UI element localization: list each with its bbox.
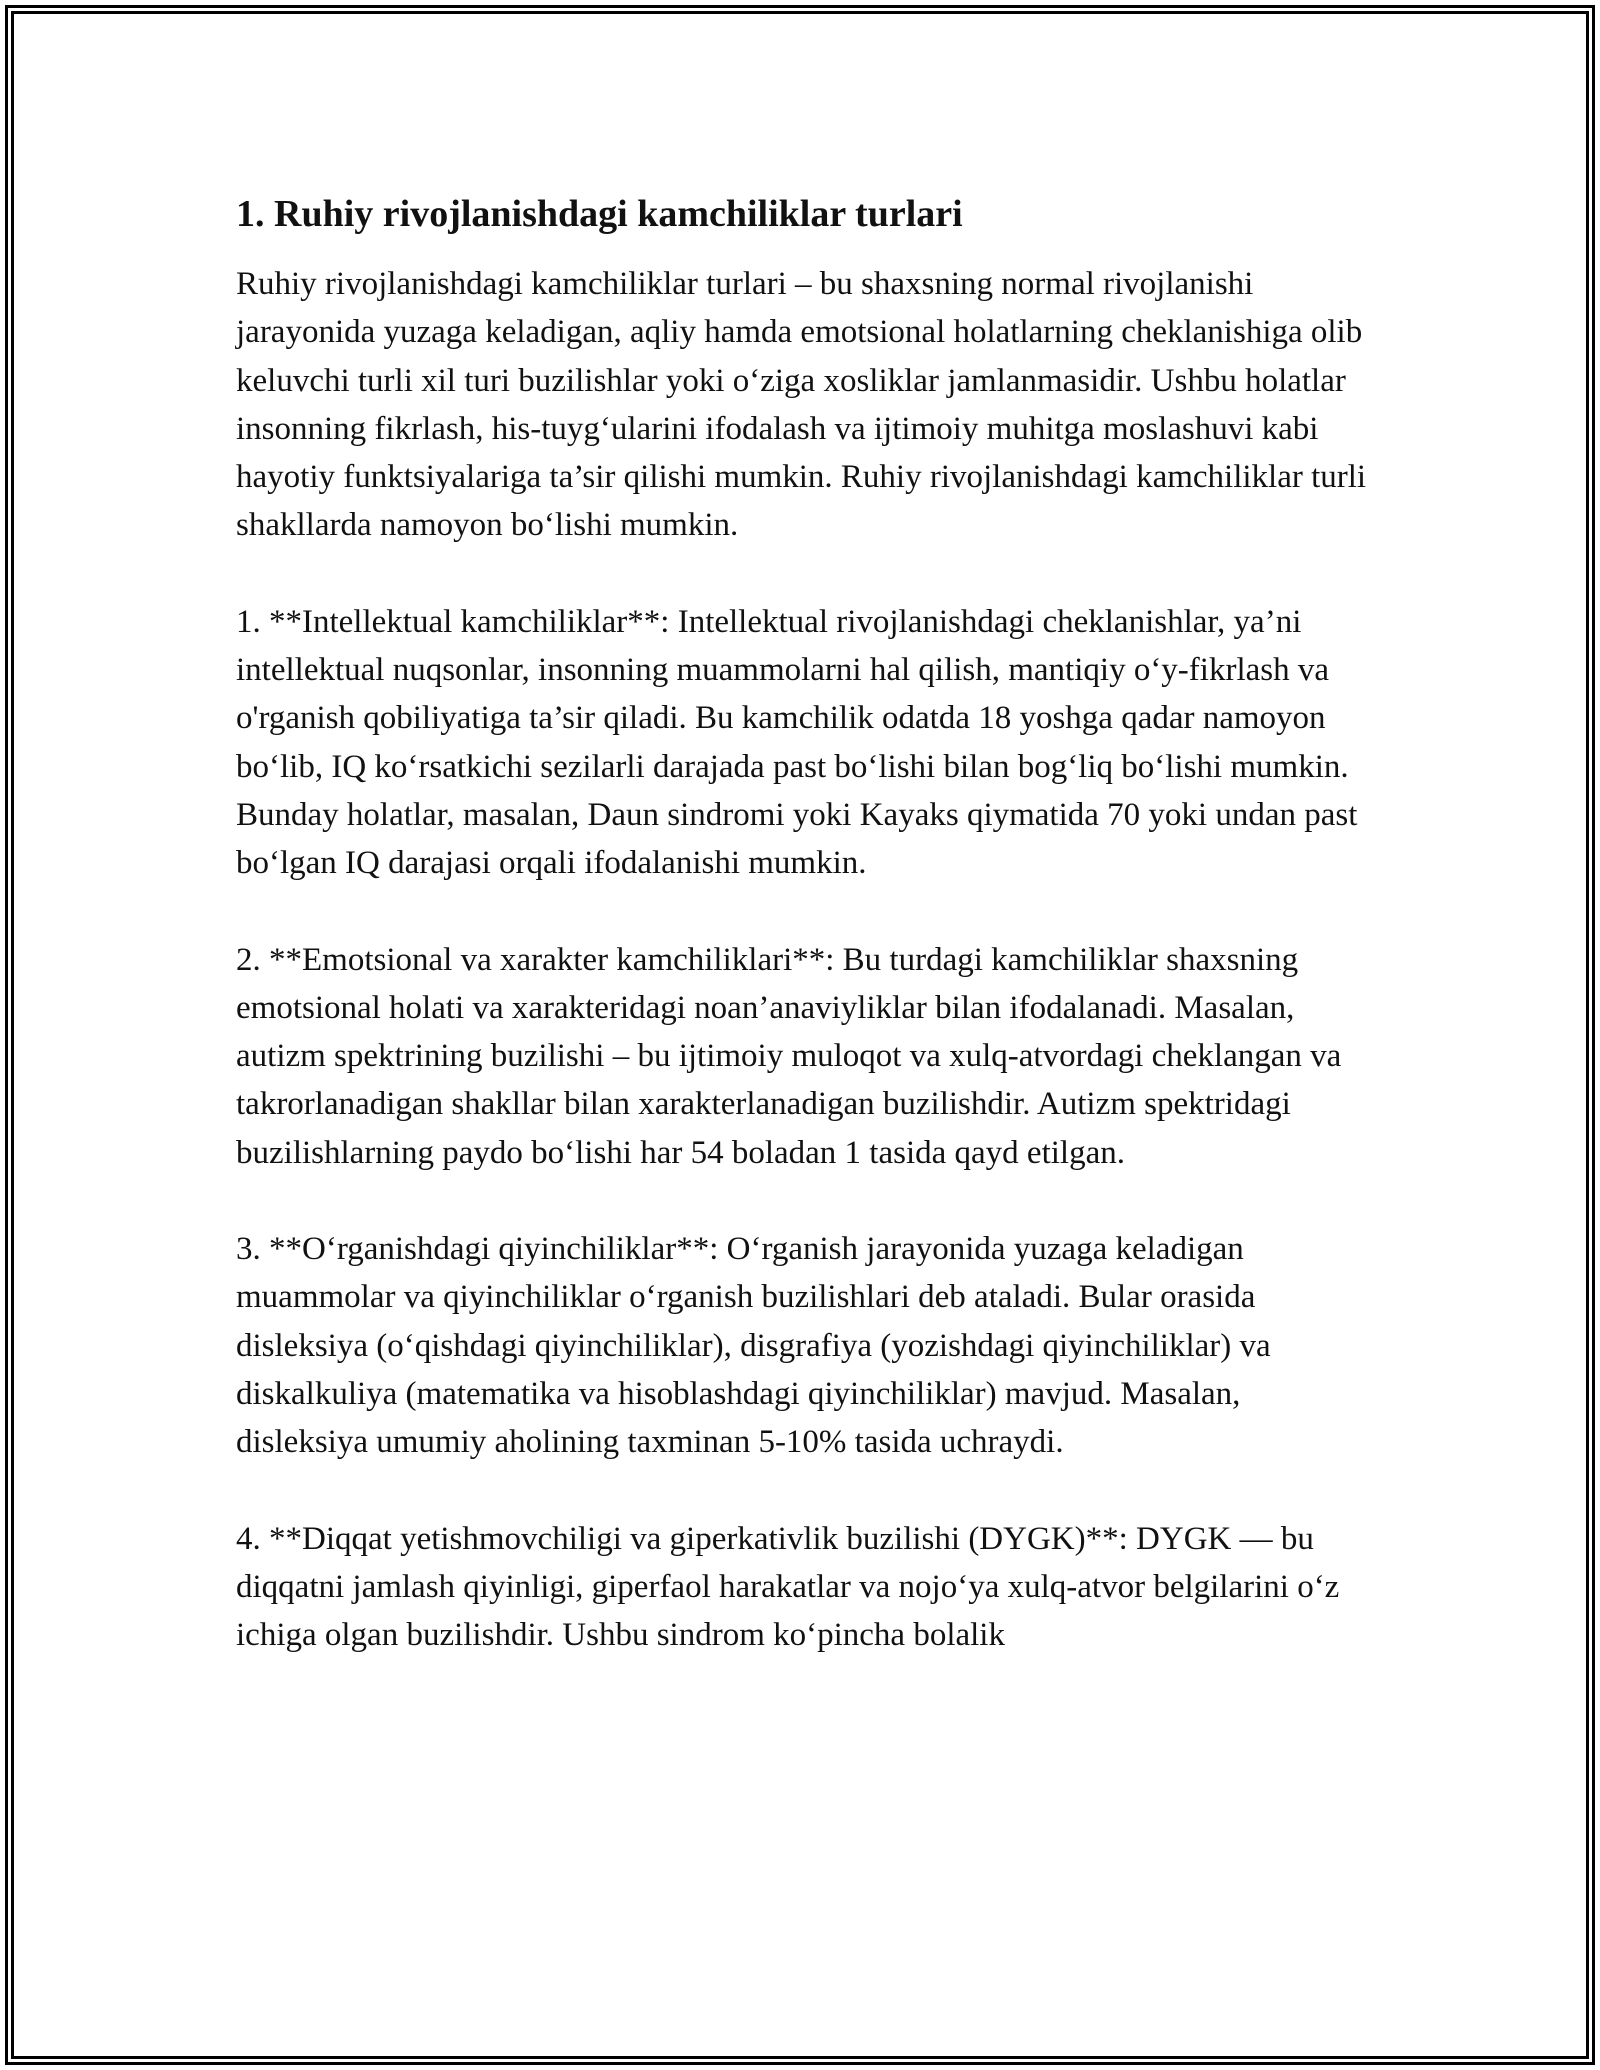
document-body (236, 188, 1376, 1707)
paragraph-emotional: 2. **Emotsional va xarakter kamchiliklari**: Bu turdagi kamchiliklar shaxsning emotsional holati va xarakteridagi noan’anaviyliklar bilan ifodalanadi. Masalan, autizm spektrining buzilishi – bu ijtimoiy muloqot va xulq-atvordagi cheklangan va takrorlanadigan shakllar bilan xarakterlanadigan buzilishdir. Autizm spektridagi buzilishlarning paydo bo‘lishi har 54 boladan 1 tasida qayd etilgan. (236, 941, 1342, 1171)
section-title: 1. Ruhiy rivojlanishdagi kamchiliklar turlari (236, 193, 963, 235)
paragraph-adhd: 4. **Diqqat yetishmovchiligi va giperkativlik buzilishi (DYGK)**: DYGK — bu diqqatni jamlash qiyinligi, giperfaol harakatlar va nojo‘ya xulq-atvor belgilarini o‘z ichiga olgan buzilishdir. Ushbu sindrom ko‘pincha bolalik (236, 1520, 1340, 1654)
intro-paragraph: Ruhiy rivojlanishdagi kamchiliklar turlari – bu shaxsning normal rivojlanishi jarayonida yuzaga keladigan, aqliy hamda emotsional holatlarning cheklanishiga olib keluvchi turli xil turi buzilishlar yoki o‘ziga xosliklar jamlanmasidir. Ushbu holatlar insonning fikrlash, his-tuyg‘ularini ifodalash va ijtimoiy muhitga moslashuvi kabi hayotiy funktsiyalariga ta’sir qilishi mumkin. Ruhiy rivojlanishdagi kamchiliklar turli shakllarda namoyon bo‘lishi mumkin. (236, 266, 1367, 544)
paragraph-intellectual: 1. **Intellektual kamchiliklar**: Intellektual rivojlanishdagi cheklanishlar, ya’ni intellektual nuqsonlar, insonning muammolarni hal qilish, mantiqiy o‘y-fikrlash va o'rganish qobiliyatiga ta’sir qiladi. Bu kamchilik odatda 18 yoshga qadar namoyon bo‘lib, IQ ko‘rsatkichi sezilarli darajada past bo‘lishi bilan bog‘liq bo‘lishi mumkin. Bunday holatlar, masalan, Daun sindromi yoki Kayaks qiymatida 70 yoki undan past bo‘lgan IQ darajasi orqali ifodalanishi mumkin. (236, 603, 1358, 882)
paragraph-learning: 3. **O‘rganishdagi qiyinchiliklar**: O‘rganish jarayonida yuzaga keladigan muammolar va qiyinchiliklar o‘rganish buzilishlari deb ataladi. Bular orasida disleksiya (o‘qishdagi qiyinchiliklar), disgrafiya (yozishdagi qiyinchiliklar) va diskalkuliya (matematika va hisoblashdagi qiyinchiliklar) mavjud. Masalan, disleksiya umumiy aholining taxminan 5-10% tasida uchraydi. (236, 1231, 1271, 1461)
